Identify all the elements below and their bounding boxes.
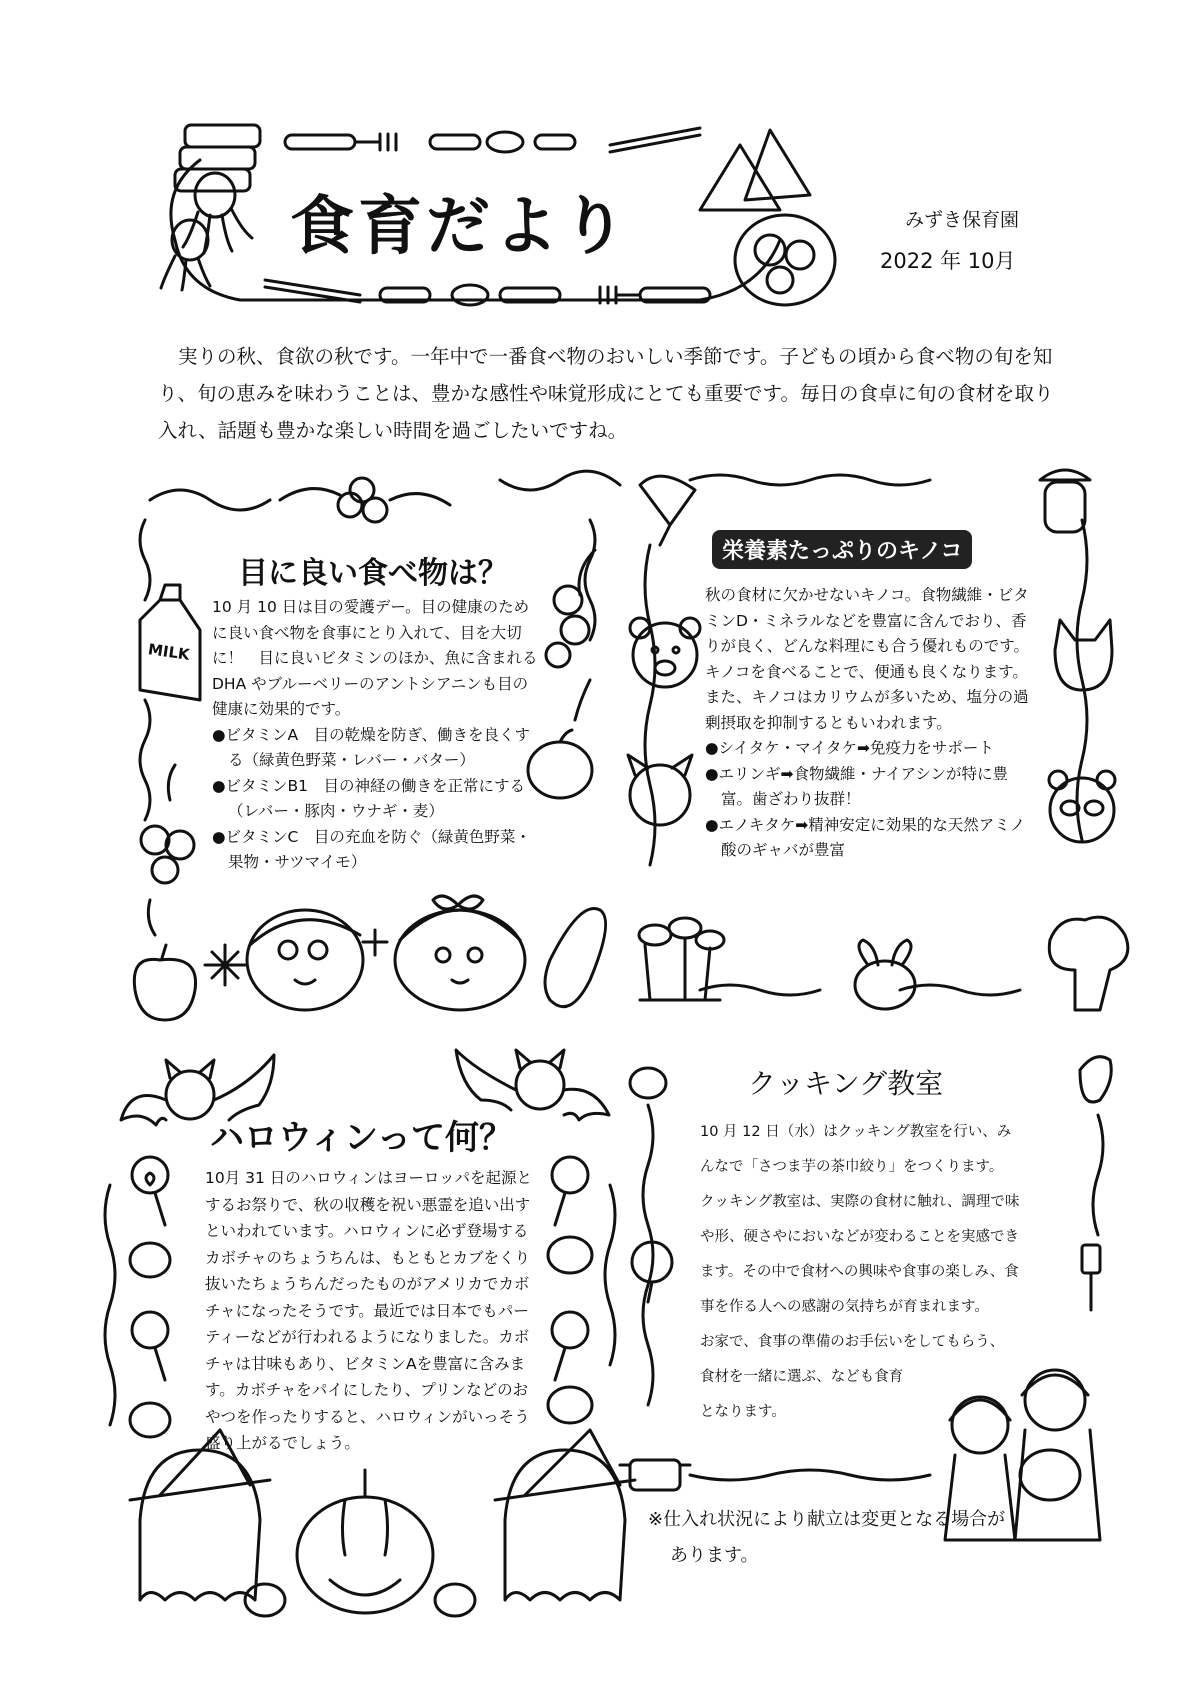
- eyes-section: [212, 595, 542, 876]
- halloween-section-body: 10月 31 日のハロウィンはヨーロッパを起源とするお祭りで、秋の収穫を祝い悪霊を追い出すといわれています。ハロウィンに必ず登場するカボチャのちょうちんは、もともとカブをくり抜いたちょうちんだったものがアメリカでカボチャになったそうです。最近では日本でもパーティーなどが行われるようになりました。カボチャは甘味もあり、ビタミンAを豊富に含みます。カボチャをパイにしたり、プリンなどのおやつを作ったりすると、ハロウィンがいっそう盛り上がるでしょう。: [205, 1169, 533, 1452]
- cooking-line-5: ます。その中で食材への興味や食事の楽しみ、食: [700, 1264, 1019, 1280]
- blueberry-branch-top-icon: [280, 478, 450, 522]
- frying-pan-icon: [632, 1242, 672, 1302]
- eyes-section-body: 10 月 10 日は目の愛護デー。目の健康のために良い食べ物を食事にとり入れて、目を大切に！ 目に良いビタミンのほか、魚に含まれる DHA やブルーベリーのアントシアニンも目の健康に効果的です。: [212, 598, 538, 718]
- spatula-icon: [1082, 1245, 1100, 1310]
- cooking-line-4: や形、硬さやにおいなどが変わることを実感でき: [700, 1229, 1019, 1245]
- organization-name: みずき保育園: [905, 209, 1020, 231]
- broccoli-icon: [1049, 917, 1128, 1010]
- sweet-potato-right-icon: [1080, 1057, 1111, 1102]
- tamagoyaki-icon: [175, 125, 260, 191]
- footnote: [648, 1502, 1005, 1574]
- cooking-line-1: 10 月 12 日（水）はクッキング教室を行い、み: [700, 1124, 1012, 1140]
- intro-paragraph: 実りの秋、食欲の秋です。一年中で一番食べ物のおいしい季節です。子どもの頃から食べ物の旬を知り、旬の恵みを味わうことは、豊かな感性や味覚形成にとても重要です。毎日の食卓に旬の食材を取り入れ、話題も豊かな楽しい時間を過ごしたいですね。: [158, 345, 1054, 442]
- kinoko-section: [705, 583, 1035, 864]
- jack-o-lantern-icon: [297, 1470, 433, 1613]
- cooking-line-6: 事を作る人への感謝の気持ちが育まれます。: [700, 1299, 989, 1315]
- eyes-section-title: 目に良い食べ物は？: [238, 556, 508, 591]
- candy-left-icon: [130, 1243, 170, 1437]
- fox-face-icon: [1055, 620, 1112, 690]
- tanuki-face-icon: [1049, 771, 1115, 842]
- footnote-line-1: ※仕入れ状況により献立は変更となる場合が: [648, 1509, 1006, 1530]
- sweet-potato-icon: [545, 909, 606, 1007]
- halloween-section-title: ハロウィンって何？: [210, 1118, 513, 1158]
- sparkle-icon: [205, 930, 387, 985]
- blueberry-right-icon: [546, 550, 595, 720]
- candy-right-icon: [548, 1237, 592, 1423]
- pot-icon: [620, 1460, 690, 1490]
- lollipop-left-icon: [132, 1157, 168, 1380]
- cooking-section: [700, 1115, 1060, 1430]
- squirrel-face-icon: [628, 755, 692, 825]
- issue-date: 2022 年 10月: [880, 249, 1016, 273]
- cooking-section-title: クッキング教室: [748, 1067, 944, 1100]
- pumpkin-tiny-icon: [630, 1068, 666, 1098]
- eyes-bullet-vitamin-a: ●ビタミンA 目の乾燥を防ぎ、働きを良くする（緑黄色野菜・レバー・バター）: [212, 725, 531, 769]
- child-face-1-icon: [247, 910, 363, 1010]
- cooking-line-9: となります。: [700, 1404, 786, 1420]
- footnote-line-2: あります。: [670, 1545, 759, 1566]
- cooking-line-3: クッキング教室は、実際の食材に触れ、調理で味: [700, 1194, 1020, 1210]
- blueberry-left-icon: [141, 765, 194, 935]
- cutlery-bottom-icon: [265, 280, 710, 305]
- cooking-line-8: 食材を一緒に選ぶ、なども食育: [700, 1369, 904, 1385]
- milk-label: MILK: [146, 640, 191, 664]
- kinoko-section-body: 秋の食材に欠かせないキノコ。食物繊維・ビタミンD・ミネラルなどを豊富に含んでおり、香りが良く、どんな料理にも合う優れものです。キノコを食べることで、便通も良くなります。また、キノコはカリウムが多いため、塩分の過剰摂取を抑制するともいわれます。: [705, 586, 1029, 732]
- onigiri-icon: [700, 130, 810, 210]
- lollipop-right-icon: [552, 1157, 588, 1380]
- cooking-line-2: んなで「さつま芋の茶巾絞り」をつくります。: [700, 1159, 1004, 1175]
- octopus-icon: [161, 173, 252, 290]
- eyes-bullet-vitamin-c: ●ビタミンC 目の充血を防ぐ（緑黄色野菜・果物・サツマイモ）: [212, 827, 531, 871]
- child-face-2-icon: [395, 896, 525, 1010]
- rabbit-face-icon: [855, 940, 915, 1009]
- kinoko-bullet-eringi: ●エリンギ➡食物繊維・ナイアシンが特に豊富。歯ざわり抜群！: [705, 764, 1008, 808]
- mushroom-face-icon: [1040, 470, 1090, 532]
- page-title: 食育だより: [290, 190, 630, 264]
- kinoko-bullet-shiitake: ●シイタケ・マイタケ➡免疫力をサポート: [705, 739, 994, 757]
- bear-face-icon: [630, 618, 700, 687]
- kinoko-section-title: 栄養素たっぷりのキノコ: [712, 530, 972, 569]
- apple-icon: [134, 945, 195, 1020]
- cutlery-top-icon: [285, 128, 700, 152]
- food-bowl-icon: [735, 215, 835, 305]
- kinoko-bullet-enoki: ●エノキタケ➡精神安定に効果的な天然アミノ酸のギャバが豊富: [705, 815, 1026, 859]
- fan-icon: [640, 476, 695, 545]
- cooking-line-7: お家で、食事の準備のお手伝いをしてもらう、: [700, 1334, 1005, 1350]
- mushroom-cluster-icon: [639, 918, 724, 1000]
- candy-bottom-icon: [245, 1584, 475, 1616]
- eyes-bullet-vitamin-b1: ●ビタミンB1 目の神経の働きを正常にする（レバー・豚肉・ウナギ・麦）: [212, 776, 526, 820]
